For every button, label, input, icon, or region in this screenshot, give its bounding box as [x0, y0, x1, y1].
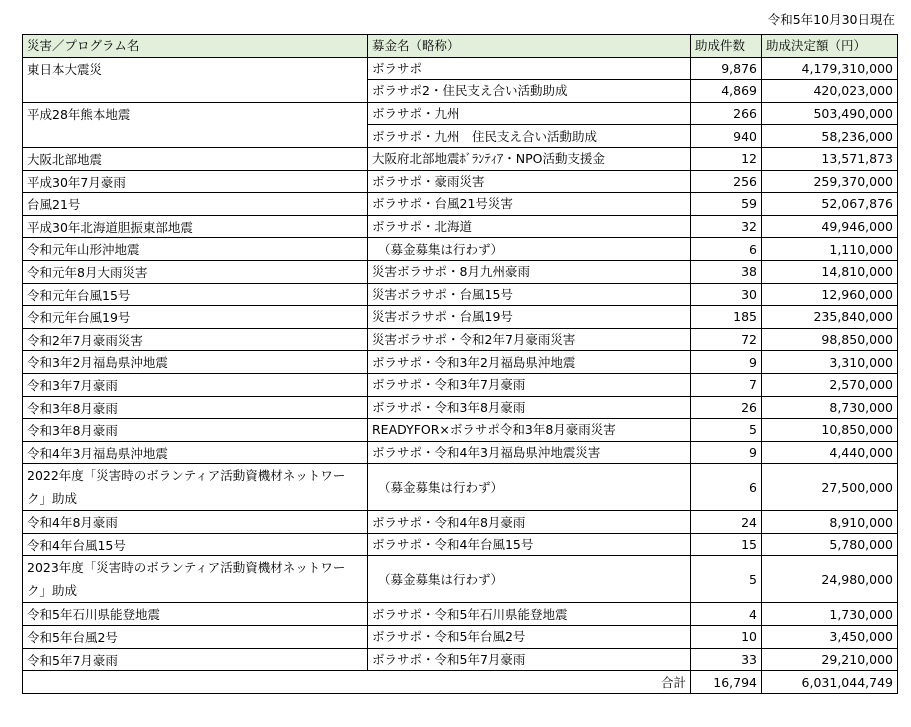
- header-amount: 助成決定額（円）: [762, 35, 898, 58]
- table-row: [23, 193, 898, 216]
- cell-amount: 420,023,000: [762, 80, 898, 103]
- table-row: [23, 102, 898, 125]
- cell-disaster: 東日本大震災: [23, 57, 368, 102]
- cell-amount: 98,850,000: [762, 328, 898, 351]
- cell-fund: ボラサポ・九州: [368, 102, 691, 125]
- cell-amount: 29,210,000: [762, 648, 898, 671]
- cell-fund: ボラサポ・台風21号災害: [368, 193, 691, 216]
- cell-disaster: 大阪北部地震: [23, 147, 368, 170]
- cell-disaster: 2022年度「災害時のボランティア活動資機材ネットワーク」助成: [23, 464, 368, 511]
- cell-fund: 災害ボラサポ・台風15号: [368, 283, 691, 306]
- cell-amount: 1,730,000: [762, 603, 898, 626]
- header-fund: 募金名（略称）: [368, 35, 691, 58]
- as-of-date: 令和5年10月30日現在: [767, 12, 895, 27]
- cell-count: 26: [691, 396, 762, 419]
- cell-count: 10: [691, 626, 762, 649]
- cell-fund: ボラサポ・令和3年8月豪雨: [368, 396, 691, 419]
- total-count: 16,794: [691, 671, 762, 694]
- table-header-row: [23, 35, 898, 58]
- cell-amount: 4,179,310,000: [762, 57, 898, 80]
- cell-disaster: 令和3年8月豪雨: [23, 396, 368, 419]
- cell-count: 5: [691, 419, 762, 442]
- cell-amount: 52,067,876: [762, 193, 898, 216]
- cell-fund: 災害ボラサポ・令和2年7月豪雨災害: [368, 328, 691, 351]
- cell-amount: 49,946,000: [762, 215, 898, 238]
- cell-fund: （募金募集は行わず）: [368, 238, 691, 261]
- cell-count: 33: [691, 648, 762, 671]
- cell-disaster: 令和5年台風2号: [23, 626, 368, 649]
- grants-table: [22, 34, 898, 694]
- cell-amount: 27,500,000: [762, 464, 898, 511]
- table-row: [23, 396, 898, 419]
- table-row: [23, 351, 898, 374]
- cell-count: 15: [691, 533, 762, 556]
- cell-disaster: 平成28年熊本地震: [23, 102, 368, 147]
- cell-amount: 10,850,000: [762, 419, 898, 442]
- cell-fund: ボラサポ・北海道: [368, 215, 691, 238]
- cell-fund: 大阪府北部地震ﾎﾞﾗﾝﾃｨｱ・NPO活動支援金: [368, 147, 691, 170]
- table-row: [23, 170, 898, 193]
- table-row: [23, 441, 898, 464]
- table-row: [23, 328, 898, 351]
- cell-disaster: 令和5年7月豪雨: [23, 648, 368, 671]
- table-row: [23, 464, 898, 511]
- cell-disaster: 令和元年台風15号: [23, 283, 368, 306]
- cell-count: 6: [691, 238, 762, 261]
- cell-count: 24: [691, 511, 762, 534]
- total-amount: 6,031,044,749: [762, 671, 898, 694]
- cell-fund: （募金募集は行わず）: [368, 464, 691, 511]
- total-label: 合計: [23, 671, 691, 694]
- cell-fund: ボラサポ・豪雨災害: [368, 170, 691, 193]
- cell-count: 38: [691, 260, 762, 283]
- cell-count: 4,869: [691, 80, 762, 103]
- table-row: [23, 626, 898, 649]
- cell-disaster: 令和2年7月豪雨災害: [23, 328, 368, 351]
- cell-fund: ボラサポ・令和5年台風2号: [368, 626, 691, 649]
- table-row: [23, 147, 898, 170]
- header-count: 助成件数: [691, 35, 762, 58]
- cell-count: 7: [691, 373, 762, 396]
- table-row: [23, 556, 898, 603]
- cell-amount: 4,440,000: [762, 441, 898, 464]
- cell-count: 59: [691, 193, 762, 216]
- cell-amount: 1,110,000: [762, 238, 898, 261]
- total-row: [23, 671, 898, 694]
- table-row: [23, 419, 898, 442]
- cell-amount: 14,810,000: [762, 260, 898, 283]
- cell-count: 9: [691, 351, 762, 374]
- cell-disaster: 平成30年7月豪雨: [23, 170, 368, 193]
- cell-count: 12: [691, 147, 762, 170]
- cell-fund: ボラサポ2・住民支え合い活動助成: [368, 80, 691, 103]
- cell-count: 9,876: [691, 57, 762, 80]
- cell-count: 256: [691, 170, 762, 193]
- cell-fund: ボラサポ・令和3年7月豪雨: [368, 373, 691, 396]
- table-row: [23, 648, 898, 671]
- table-row: [23, 511, 898, 534]
- cell-disaster: 令和4年8月豪雨: [23, 511, 368, 534]
- cell-amount: 12,960,000: [762, 283, 898, 306]
- cell-disaster: 令和元年台風19号: [23, 306, 368, 329]
- cell-amount: 24,980,000: [762, 556, 898, 603]
- table-row: [23, 283, 898, 306]
- cell-disaster: 令和3年2月福島県沖地震: [23, 351, 368, 374]
- cell-disaster: 令和元年山形沖地震: [23, 238, 368, 261]
- cell-fund: ボラサポ・令和4年台風15号: [368, 533, 691, 556]
- header-disaster: 災害／プログラム名: [23, 35, 368, 58]
- cell-amount: 58,236,000: [762, 125, 898, 148]
- cell-disaster: 令和4年台風15号: [23, 533, 368, 556]
- cell-disaster: 2023年度「災害時のボランティア活動資機材ネットワーク」助成: [23, 556, 368, 603]
- cell-amount: 8,910,000: [762, 511, 898, 534]
- cell-fund: ボラサポ・九州 住民支え合い活動助成: [368, 125, 691, 148]
- cell-count: 5: [691, 556, 762, 603]
- cell-count: 6: [691, 464, 762, 511]
- cell-fund: ボラサポ・令和4年8月豪雨: [368, 511, 691, 534]
- cell-fund: ボラサポ・令和3年2月福島県沖地震: [368, 351, 691, 374]
- cell-amount: 5,780,000: [762, 533, 898, 556]
- cell-disaster: 令和4年3月福島県沖地震: [23, 441, 368, 464]
- cell-amount: 259,370,000: [762, 170, 898, 193]
- table-row: [23, 215, 898, 238]
- cell-amount: 2,570,000: [762, 373, 898, 396]
- cell-amount: 235,840,000: [762, 306, 898, 329]
- cell-count: 940: [691, 125, 762, 148]
- cell-fund: ボラサポ・令和5年7月豪雨: [368, 648, 691, 671]
- table-row: [23, 57, 898, 80]
- cell-count: 32: [691, 215, 762, 238]
- cell-amount: 8,730,000: [762, 396, 898, 419]
- cell-count: 4: [691, 603, 762, 626]
- cell-count: 72: [691, 328, 762, 351]
- cell-amount: 3,310,000: [762, 351, 898, 374]
- cell-fund: ボラサポ: [368, 57, 691, 80]
- cell-disaster: 令和3年7月豪雨: [23, 373, 368, 396]
- cell-amount: 13,571,873: [762, 147, 898, 170]
- cell-count: 266: [691, 102, 762, 125]
- cell-disaster: 令和元年8月大雨災害: [23, 260, 368, 283]
- table-row: [23, 373, 898, 396]
- cell-count: 185: [691, 306, 762, 329]
- cell-disaster: 平成30年北海道胆振東部地震: [23, 215, 368, 238]
- cell-disaster: 台風21号: [23, 193, 368, 216]
- cell-fund: ボラサポ・令和5年石川県能登地震: [368, 603, 691, 626]
- table-row: [23, 306, 898, 329]
- cell-fund: READYFOR×ボラサポ令和3年8月豪雨災害: [368, 419, 691, 442]
- cell-fund: 災害ボラサポ・台風19号: [368, 306, 691, 329]
- cell-count: 30: [691, 283, 762, 306]
- cell-disaster: 令和5年石川県能登地震: [23, 603, 368, 626]
- cell-count: 9: [691, 441, 762, 464]
- table-row: [23, 260, 898, 283]
- cell-disaster: 令和3年8月豪雨: [23, 419, 368, 442]
- table-row: [23, 603, 898, 626]
- cell-amount: 503,490,000: [762, 102, 898, 125]
- table-row: [23, 533, 898, 556]
- cell-fund: ボラサポ・令和4年3月福島県沖地震災害: [368, 441, 691, 464]
- cell-amount: 3,450,000: [762, 626, 898, 649]
- table-row: [23, 238, 898, 261]
- cell-fund: 災害ボラサポ・8月九州豪雨: [368, 260, 691, 283]
- cell-fund: （募金募集は行わず）: [368, 556, 691, 603]
